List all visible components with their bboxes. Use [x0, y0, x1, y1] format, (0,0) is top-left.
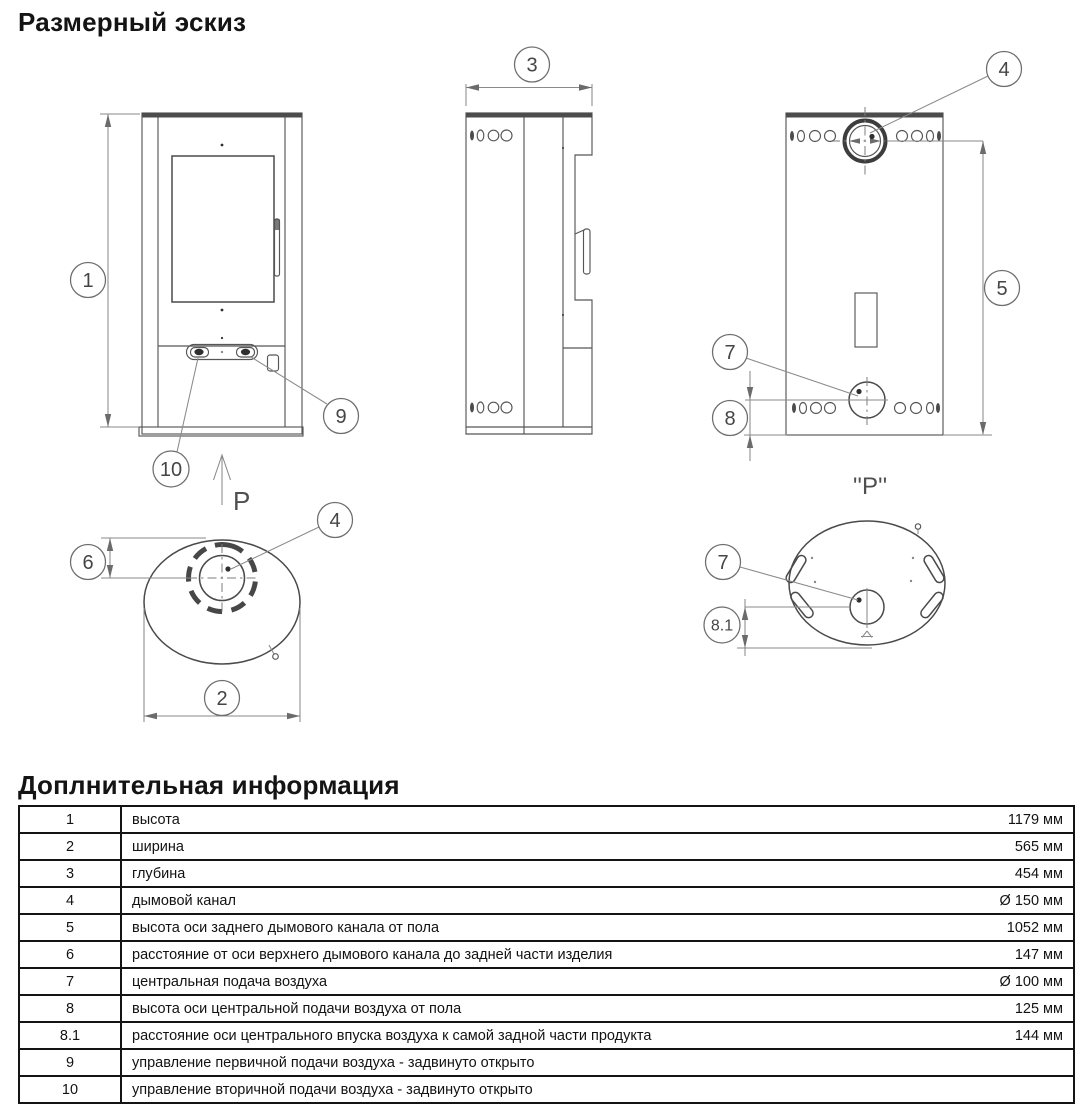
- callout-number: 9: [335, 406, 347, 428]
- base-slot: [919, 591, 945, 620]
- row-description: управление первичной подачи воздуха - задвинуто открыто: [121, 1049, 943, 1076]
- row-number: 9: [19, 1049, 121, 1076]
- dimension-width-2: [144, 608, 300, 722]
- row-value: 147 мм: [943, 941, 1074, 968]
- callout-number: 4: [329, 510, 341, 532]
- row-value: 1052 мм: [943, 914, 1074, 941]
- row-number: 2: [19, 833, 121, 860]
- table-row: [19, 968, 1074, 995]
- row-number: 6: [19, 941, 121, 968]
- callout-8: [713, 401, 748, 436]
- row-number: 7: [19, 968, 121, 995]
- callout-1: [71, 263, 106, 298]
- bottom-view: [784, 521, 945, 645]
- row-number: 1: [19, 806, 121, 833]
- dimension-flue-height-5: [887, 141, 1020, 435]
- door-glass: [172, 156, 274, 302]
- callout-10: [153, 358, 198, 487]
- callout-number: 5: [996, 278, 1008, 300]
- callout-7: [713, 335, 859, 397]
- dimension-depth-3: [466, 47, 592, 106]
- row-value: Ø 150 мм: [943, 887, 1074, 914]
- callout-number: 7: [724, 342, 736, 364]
- top-view: [144, 538, 300, 664]
- row-number: 10: [19, 1076, 121, 1103]
- table-row: [19, 860, 1074, 887]
- callout-number: 2: [216, 688, 228, 710]
- back-vent-holes-bottom: [792, 403, 940, 414]
- table-row: [19, 887, 1074, 914]
- row-description: центральная подача воздуха: [121, 968, 943, 995]
- row-value: [943, 1049, 1074, 1076]
- table-row: [19, 941, 1074, 968]
- table-row: [19, 833, 1074, 860]
- row-description: ширина: [121, 833, 943, 860]
- base-slot: [789, 591, 815, 620]
- callout-4: [870, 52, 1022, 134]
- view-arrow-label: P: [233, 486, 251, 516]
- callout-number: 8: [724, 408, 736, 430]
- row-value: 454 мм: [943, 860, 1074, 887]
- callout-2: [205, 681, 240, 716]
- dimension-inlet-offset-8-1: [704, 599, 872, 656]
- door-handle: [275, 219, 280, 276]
- row-value: [943, 1076, 1074, 1103]
- base-slot: [922, 554, 945, 584]
- callout-6: [71, 545, 106, 580]
- callout-number: 4: [998, 59, 1010, 81]
- row-value: Ø 100 мм: [943, 968, 1074, 995]
- table-row: [19, 1049, 1074, 1076]
- row-number: 4: [19, 887, 121, 914]
- row-description: расстояние оси центрального впуска воздуха к самой задной части продукта: [121, 1022, 943, 1049]
- page-title: Размерный эскиз: [18, 7, 247, 37]
- back-view: [786, 107, 943, 435]
- callout-7-bottom: [706, 545, 859, 601]
- row-description: высота: [121, 806, 943, 833]
- side-view: [466, 113, 592, 434]
- front-base-plinth: [139, 427, 303, 436]
- callout-8-1: [704, 607, 740, 643]
- view-direction-arrow: [214, 455, 251, 516]
- dimension-inlet-height-8: [713, 371, 889, 461]
- section-title: Доплнительная информация: [18, 770, 400, 800]
- callout-number: 8.1: [710, 617, 734, 635]
- table-row: [19, 914, 1074, 941]
- view-p-label: ''P'': [852, 473, 888, 500]
- row-value: 144 мм: [943, 1022, 1074, 1049]
- row-number: 8: [19, 995, 121, 1022]
- row-number: 8.1: [19, 1022, 121, 1049]
- callout-number: 3: [526, 54, 538, 77]
- side-door-handle: [575, 229, 590, 274]
- row-description: управление вторичной подачи воздуха - задвинуто открыто: [121, 1076, 943, 1103]
- row-description: высота оси заднего дымового канала от пола: [121, 914, 943, 941]
- central-air-inlet: [849, 377, 885, 425]
- callout-number: 7: [717, 552, 729, 574]
- row-number: 5: [19, 914, 121, 941]
- row-description: расстояние от оси верхнего дымового канала до задней части изделия: [121, 941, 943, 968]
- row-value: 125 мм: [943, 995, 1074, 1022]
- side-vent-holes-top: [470, 130, 512, 141]
- dimension-height-1: [71, 114, 141, 427]
- additional-info-table: [18, 805, 1075, 1104]
- row-description: высота оси центральной подачи воздуха от пола: [121, 995, 943, 1022]
- callout-number: 10: [159, 459, 183, 481]
- callout-number: 1: [82, 270, 94, 292]
- table-row: [19, 995, 1074, 1022]
- side-vent-holes-bottom: [470, 402, 512, 413]
- table-row: [19, 806, 1074, 833]
- table-row: [19, 1022, 1074, 1049]
- back-cutout: [855, 293, 877, 347]
- row-description: глубина: [121, 860, 943, 887]
- dimension-sketch: [0, 40, 1087, 755]
- callout-number: 6: [82, 552, 94, 574]
- callout-3: [515, 47, 550, 82]
- callout-5: [985, 271, 1020, 306]
- central-air-inlet-bottom: [850, 588, 884, 628]
- row-description: дымовой канал: [121, 887, 943, 914]
- dimension-flue-offset-6: [71, 538, 207, 580]
- row-value: 565 мм: [943, 833, 1074, 860]
- table-row: [19, 1076, 1074, 1103]
- front-view: [139, 113, 303, 436]
- row-number: 3: [19, 860, 121, 887]
- row-value: 1179 мм: [943, 806, 1074, 833]
